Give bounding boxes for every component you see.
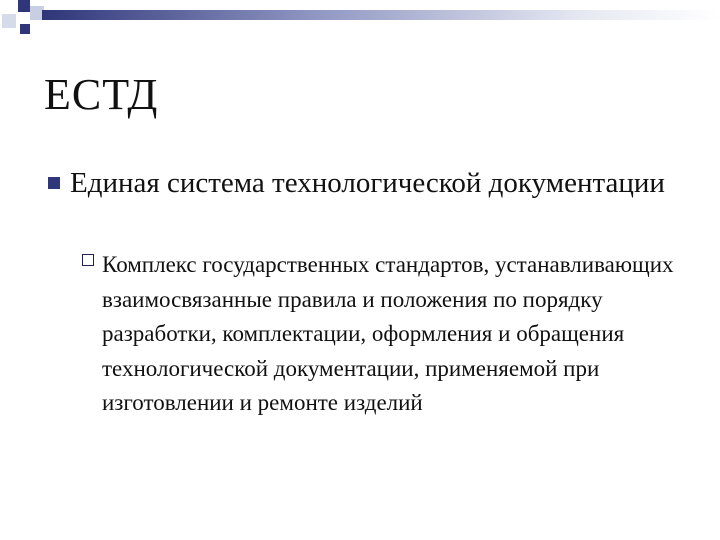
hollow-square-bullet-icon	[82, 254, 94, 266]
bullet-level1-text: Единая система технологической документации	[70, 167, 665, 199]
slide-title: ЕСТД	[44, 70, 159, 119]
header-gradient-bar	[42, 10, 720, 20]
decorative-square-icon	[20, 24, 30, 34]
decorative-square-icon	[18, 0, 30, 12]
filled-square-bullet-icon	[48, 177, 60, 189]
bullet-level2-text: Комплекс государственных стандартов, устанавливающих взаимосвязанные правила и положения по порядку разработки, комплектации, оформления и обращения технологической документации, применяемой при изготовлении и ремонте изделий	[102, 252, 674, 415]
decorative-square-icon	[2, 14, 16, 28]
